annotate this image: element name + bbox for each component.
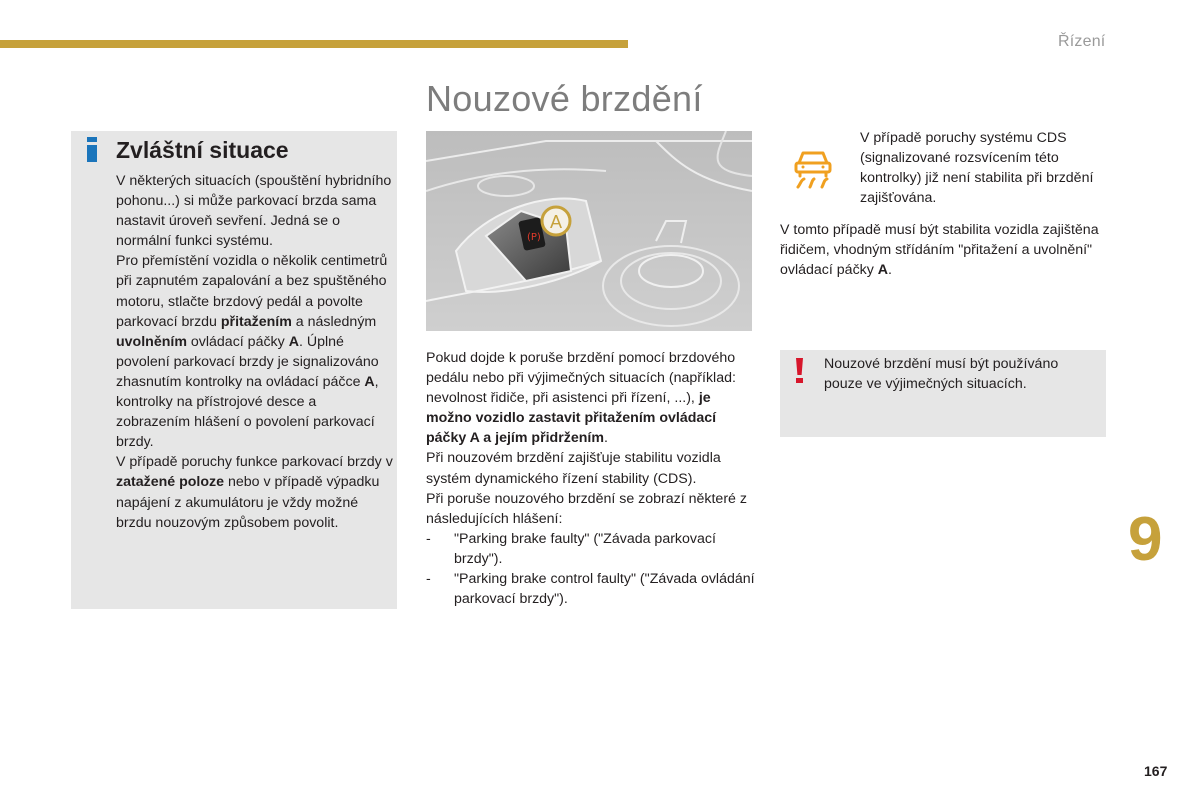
info-box-body — [116, 171, 394, 533]
middle-column — [426, 348, 756, 609]
middle-paragraph-3: Při poruše nouzového brzdění se zobrazí některé z následujících hlášení: — [426, 490, 747, 527]
section-header: Řízení — [1058, 33, 1106, 50]
warning-text: Nouzové brzdění musí být používáno pouze ve výjimečných situacích. — [824, 356, 1059, 393]
callout-label: A — [549, 212, 563, 232]
middle-paragraph-2: Při nouzovém brzdění zajišťuje stabilitu vozidla systém dynamického řízení stability (CDS). — [426, 450, 721, 487]
console-drawing — [426, 131, 752, 331]
driver-stability-note: V tomto případě musí být stabilita vozidla zajištěna řidičem, vhodným střídáním "přitažení a uvolnění" ovládací páčky A. — [780, 222, 1099, 279]
lever-indicator: (P) — [527, 232, 541, 243]
info-box-title: Zvláštní situace — [116, 137, 289, 163]
info-paragraph-2: Pro přemístění vozidla o několik centimetrů při zapnutém zapalování a bez spuštěného motoru, stlačte brzdový pedál a povolte parkovací brzdu přitažením a následným uvolněním ovládací páčky A. Úplné povolení parkovací brzdy je signalizováno zhasnutím kontrolky na ovládací páčce A, kontrolky na přístrojové desce a zobrazením hlášení o povolení parkovací brzdy. — [116, 253, 388, 451]
page-number: 167 — [1144, 763, 1168, 779]
middle-paragraph-1: Pokud dojde k poruše brzdění pomocí brzdového pedálu nebo při výjimečných situacích (například: nevolnost řidiče, při asistenci při řízení, ...), je možno vozidlo zastavit přitažením ovládací páčky A a jejím přidržením. — [426, 350, 736, 447]
list-item: - "Parking brake faulty" ("Závada parkovací brzdy"). — [426, 530, 716, 567]
warning-exclamation-icon — [794, 358, 806, 384]
list-item: - "Parking brake control faulty" ("Závada ovládání parkovací brzdy"). — [426, 571, 755, 608]
info-icon — [86, 137, 98, 163]
info-paragraph-3: V případě poruchy funkce parkovací brzdy v zatažené poloze nebo v případě výpadku napájení z akumulátoru je vždy možné brzdu nouzovým způsobem povolit. — [116, 454, 393, 531]
info-paragraph-1: V některých situacích (spouštění hybridního pohonu...) si může parkovací brzda sama nastavit úroveň sevření. Jedná se o normální funkci systému. — [116, 173, 392, 250]
stability-control-warning-icon — [790, 143, 836, 189]
chapter-number: 9 — [1128, 505, 1163, 574]
cds-fault-note: V případě poruchy systému CDS (signalizované rozsvícením této kontrolky) již není stabilita při brzdění zajišťována. — [860, 130, 1094, 207]
header-accent-bar — [0, 40, 628, 48]
page-title: Nouzové brzdění — [426, 78, 703, 119]
parking-brake-illustration — [426, 131, 752, 331]
